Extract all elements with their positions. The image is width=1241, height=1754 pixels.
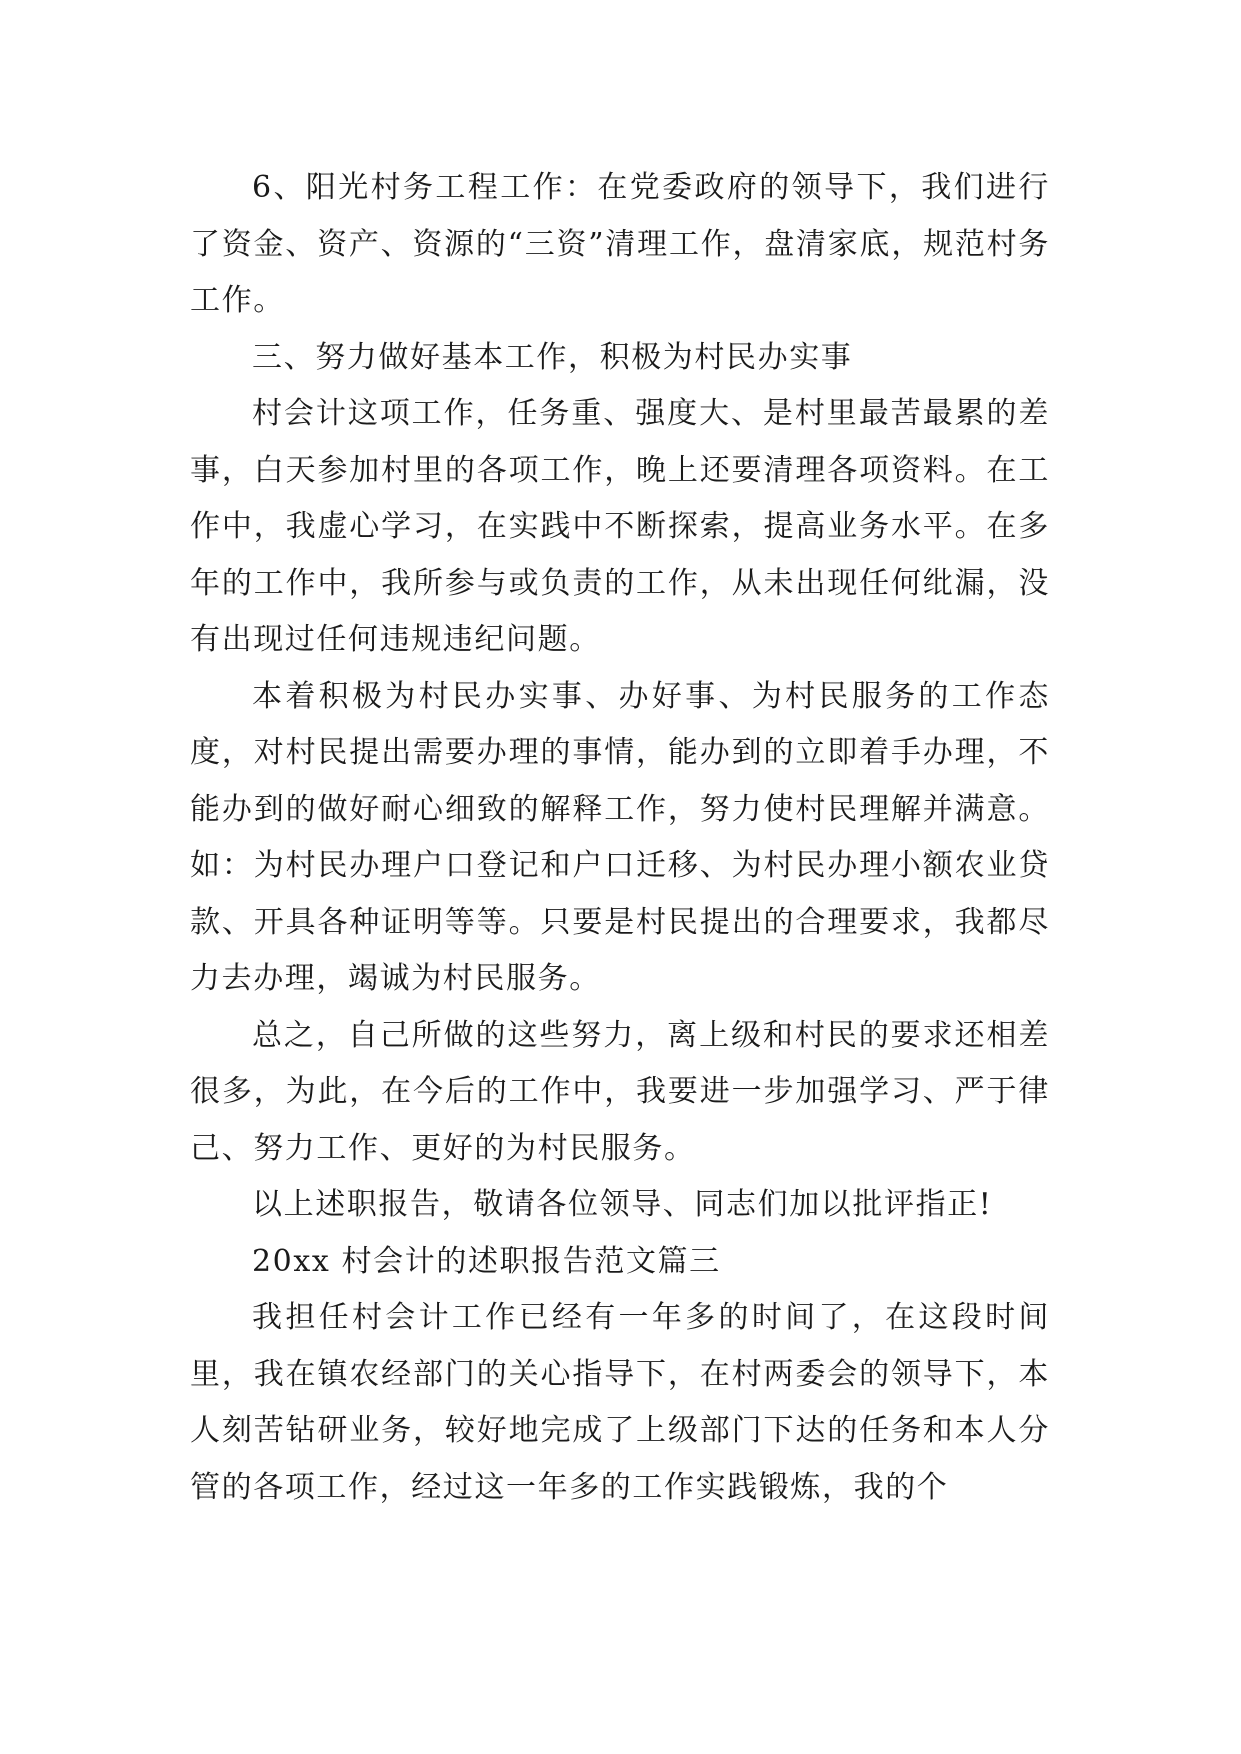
paragraph-accountant-duties: 村会计这项工作，任务重、强度大、是村里最苦最累的差事，白天参加村里的各项工作，晚上还要清理各项资料。在工作中，我虚心学习，在实践中不断探索，提高业务水平。在多年的工作中，我所参与或负责的工作，从未出现任何纰漏，没有出现过任何违规违纪问题。: [190, 396, 1050, 657]
article-title-part-three: 20xx 村会计的述职报告范文篇三: [252, 1243, 721, 1279]
paragraph-part-three-intro: 我担任村会计工作已经有一年多的时间了，在这段时间里，我在镇农经部门的关心指导下，在村两委会的领导下，本人刻苦钻研业务，较好地完成了上级部门下达的任务和本人分管的各项工作，经过这一年多的工作实践锻炼，我的个: [190, 1300, 1050, 1505]
paragraph-sunshine-village-affairs: 6、阳光村务工程工作：在党委政府的领导下，我们进行了资金、资产、资源的“三资”清理工作，盘清家底，规范村务工作。: [190, 170, 1050, 318]
paragraph-summary: 总之，自己所做的这些努力，离上级和村民的要求还相差很多，为此，在今后的工作中，我要进一步加强学习、严于律己、努力工作、更好的为村民服务。: [190, 1017, 1050, 1166]
section-heading-basic-work: 三、努力做好基本工作，积极为村民办实事: [252, 339, 853, 375]
paragraph-closing-request: 以上述职报告，敬请各位领导、同志们加以批评指正!: [252, 1187, 993, 1222]
document-body: [190, 160, 1050, 1516]
paragraph-serve-villagers: 本着积极为村民办实事、办好事、为村民服务的工作态度，对村民提出需要办理的事情，能办到的立即着手办理，不能办到的做好耐心细致的解释工作，努力使村民理解并满意。如：为村民办理户口登记和户口迁移、为村民办理小额农业贷款、开具各种证明等等。只要是村民提出的合理要求，我都尽力去办理，竭诚为村民服务。: [190, 678, 1050, 996]
